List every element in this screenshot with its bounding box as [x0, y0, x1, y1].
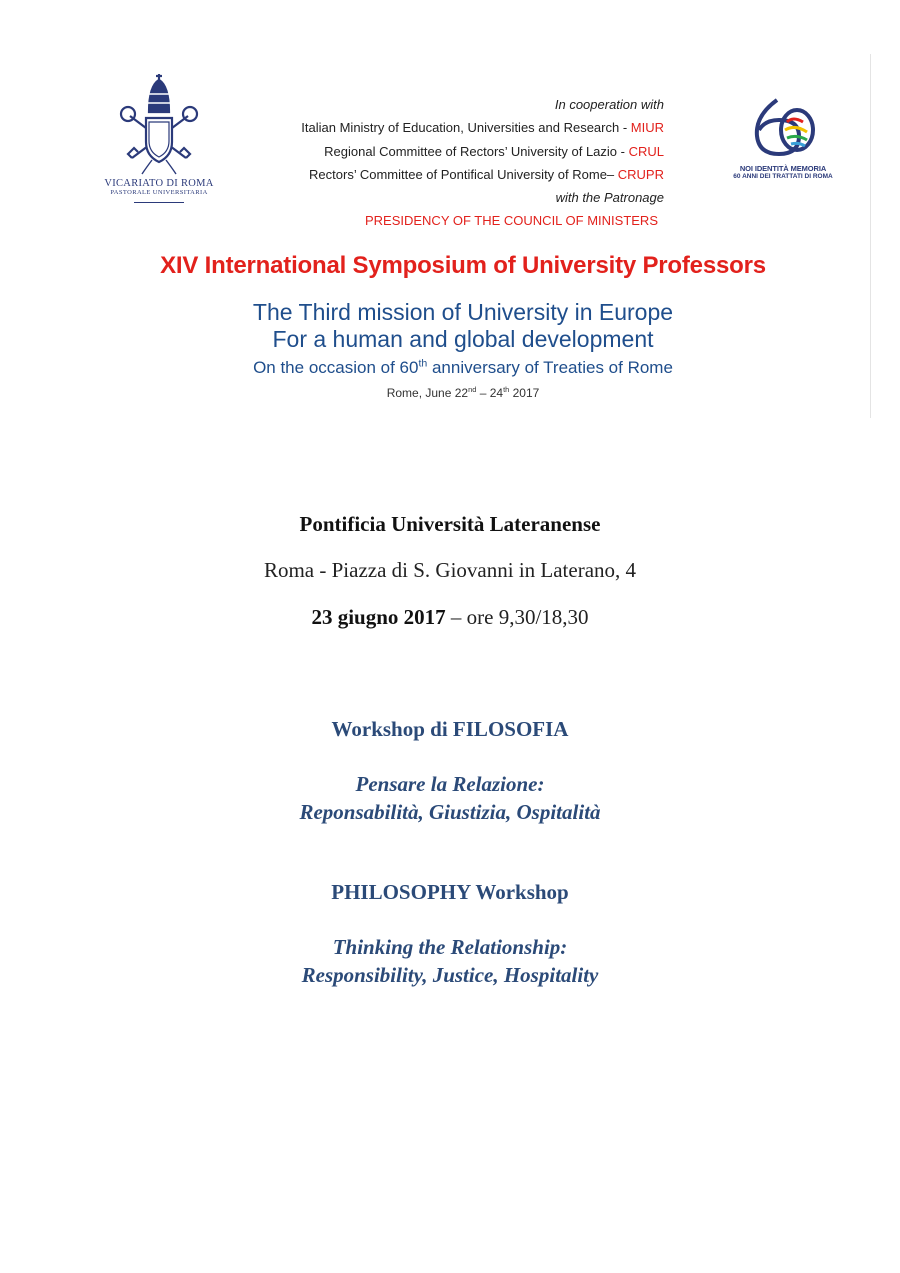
symposium-subtitles — [56, 299, 870, 400]
cooperation-block — [246, 93, 664, 233]
workshop-title-en: PHILOSOPHY Workshop — [331, 880, 569, 904]
event-datetime — [0, 605, 900, 630]
partner-line-miur — [246, 116, 664, 139]
occasion-text: On the occasion of 60 — [253, 358, 419, 377]
subtitle-line-1: The Third mission of University in Europe — [252, 299, 674, 325]
partner-name: Rectors’ Committee of Pontifical University of Rome– — [309, 166, 618, 182]
logo-line-1: NOI IDENTITÀ MEMORIA — [739, 164, 827, 173]
theme-line-2: Reponsabilità, Giustizia, Ospitalità — [299, 800, 601, 824]
theme-line-1: Pensare la Relazione: — [355, 772, 545, 796]
vicariato-emblem — [104, 72, 214, 203]
date-text: 2017 — [509, 386, 540, 400]
ordinal-suffix: th — [503, 385, 510, 394]
logo-line-2: 60 ANNI DEI TRATTATI DI ROMA — [733, 173, 833, 180]
occasion-line — [56, 356, 870, 380]
symposium-dates — [56, 386, 870, 400]
event-time: – ore 9,30/18,30 — [445, 605, 589, 629]
partner-line-crupr — [246, 163, 664, 186]
partner-acronym: CRUL — [628, 143, 664, 159]
workshop-title-it: Workshop di FILOSOFIA — [331, 717, 569, 741]
occasion-text: anniversary of Treaties of Rome — [427, 358, 673, 377]
sixty-years-icon — [747, 94, 819, 160]
theme-line-2: Responsibility, Justice, Hospitality — [301, 963, 599, 987]
anniversary-logo — [728, 94, 838, 180]
patronage-label: with the Patronage — [555, 190, 664, 206]
letterhead — [56, 54, 871, 418]
emblem-divider — [134, 202, 184, 203]
symposium-title: XIV International Symposium of University Professors — [160, 252, 766, 279]
theme-line-1: Thinking the Relationship: — [332, 935, 568, 959]
date-text: Rome, June 22 — [386, 386, 469, 400]
date-text: – 24 — [476, 386, 504, 400]
partner-acronym: MIUR — [630, 120, 664, 136]
workshop-theme-it — [0, 770, 900, 826]
venue-name: Pontificia Università Lateranense — [299, 512, 601, 536]
emblem-name: VICARIATO DI ROMA — [104, 178, 214, 189]
papal-coat-of-arms-icon — [116, 72, 202, 176]
partner-acronym: CRUPR — [617, 166, 664, 182]
partner-name: Regional Committee of Rectors’ University of Lazio - — [324, 143, 629, 159]
workshop-theme-en — [0, 933, 900, 989]
cooperation-intro: In cooperation with — [554, 97, 664, 112]
subtitle-line-2: For a human and global development — [272, 326, 654, 352]
venue-address: Roma - Piazza di S. Giovanni in Laterano, 4 — [263, 558, 637, 582]
ordinal-suffix: th — [418, 357, 428, 370]
partner-line-crul — [246, 140, 664, 163]
emblem-subtitle: PASTORALE UNIVERSITARIA — [110, 189, 208, 196]
ordinal-suffix: nd — [468, 385, 477, 394]
partner-name: Italian Ministry of Education, Universities and Research - — [301, 120, 631, 136]
presidency-line: PRESIDENCY OF THE COUNCIL OF MINISTERS — [364, 213, 658, 229]
event-date: 23 giugno 2017 — [311, 605, 446, 629]
